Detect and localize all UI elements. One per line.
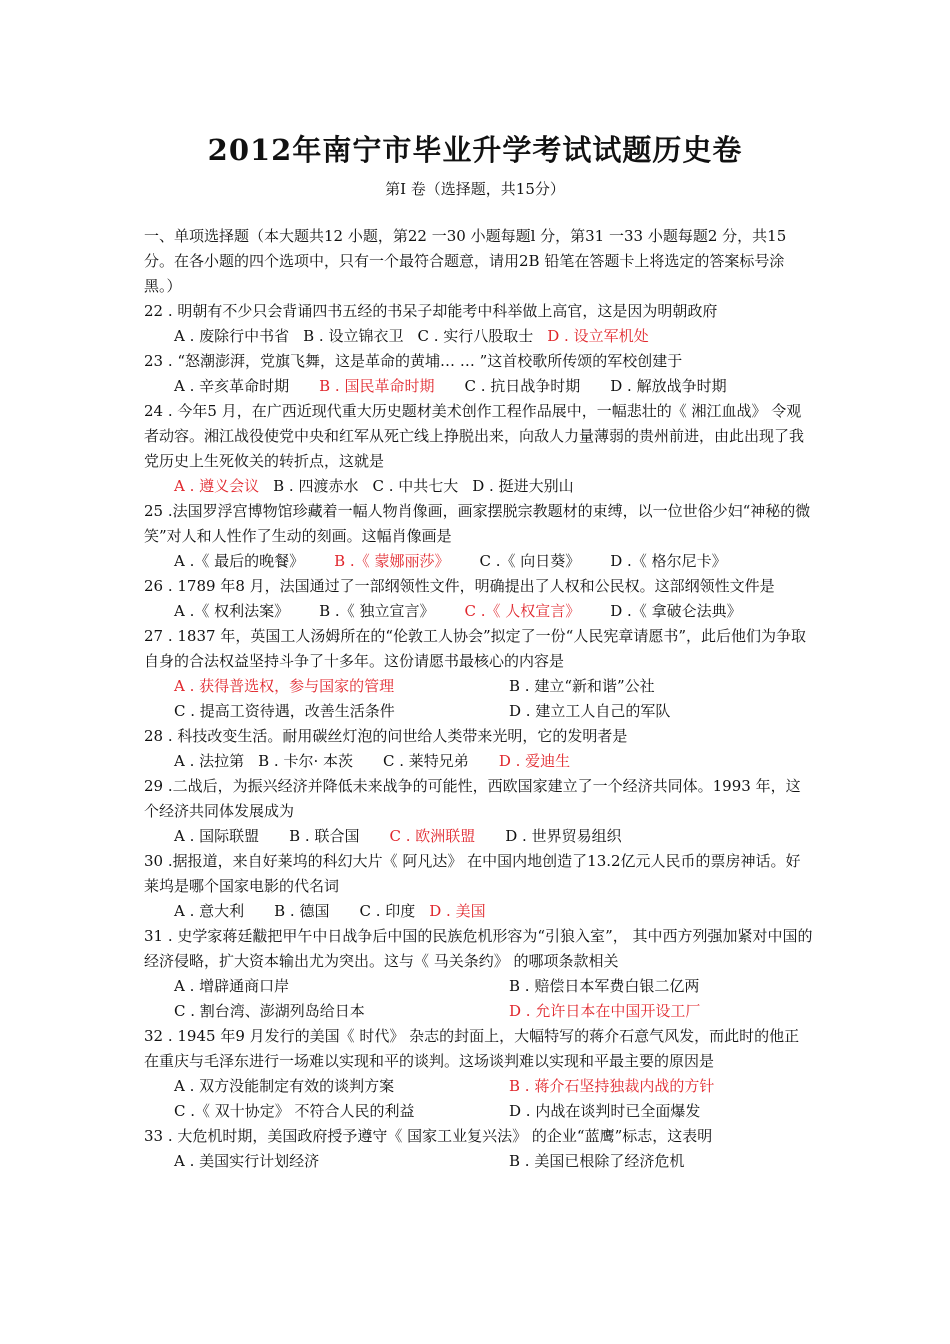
q32-option-d: D . 内战在谈判时已全面爆发 [509, 1102, 701, 1120]
q28-option-c: C . 莱特兄弟 [383, 752, 469, 770]
q27-option-a-answer: A . 获得普选权，参与国家的管理 [174, 677, 395, 695]
question-24-stem: 24 . 今年5 月，在广西近现代重大历史题材美术创作工程作品展中，一幅悲壮的《 湘江血战》 令观者动容。湘江战役使党中央和红军从死亡线上挣脱出来，向敌人力量薄弱的贵州前进，由此出现了我党历史上生死攸关的转折点，这就是 [144, 402, 805, 470]
q27-option-d: D . 建立工人自己的军队 [509, 702, 671, 720]
q25-option-b-answer: B .《 蒙娜丽莎》 [334, 552, 450, 570]
q28-option-b: B . 卡尔· 本茨 [258, 752, 354, 770]
question-31-options-row2 [144, 999, 814, 1024]
q25-option-d: D .《 格尔尼卡》 [610, 552, 727, 570]
question-29-options [144, 824, 814, 849]
question-27-options-row1 [144, 674, 814, 699]
q22-option-a: A . 废除行中书省 [174, 327, 290, 345]
q28-option-d-answer: D . 爱迪生 [498, 752, 571, 770]
question-22-stem: 22 . 明朝有不少只会背诵四书五经的书呆子却能考中科举做上高官，这是因为明朝政府 [144, 302, 718, 320]
question-28-options [144, 749, 814, 774]
q24-option-b: B . 四渡赤水 [273, 477, 359, 495]
question-32-options-row1 [144, 1074, 814, 1099]
q23-option-c: C . 抗日战争时期 [464, 377, 581, 395]
question-27-stem: 27 . 1837 年，英国工人汤姆所在的“伦敦工人协会”拟定了一份“人民宪章请愿书”，此后他们为争取自身的合法权益坚持斗争了十多年。这份请愿书最核心的内容是 [144, 627, 807, 670]
q24-option-d: D . 挺进大别山 [472, 477, 574, 495]
q23-option-b-answer: B . 国民革命时期 [319, 377, 435, 395]
question-23-options [144, 374, 814, 399]
question-31-options-row1 [144, 974, 814, 999]
question-33-stem: 33 . 大危机时期，美国政府授予遵守《 国家工业复兴法》 的企业“蓝鹰”标志，这表明 [144, 1127, 713, 1145]
q26-option-c-answer: C .《 人权宣言》 [464, 602, 581, 620]
q33-option-b: B . 美国已根除了经济危机 [509, 1152, 685, 1170]
question-32-options-row2 [144, 1099, 814, 1124]
q29-option-a: A . 国际联盟 [174, 827, 260, 845]
q29-option-d: D . 世界贸易组织 [505, 827, 622, 845]
q28-option-a: A . 法拉第 [174, 752, 245, 770]
q31-option-c: C . 割台湾、澎湖列岛给日本 [174, 1002, 365, 1020]
q22-option-d-answer: D . 设立军机处 [547, 327, 649, 345]
q30-option-c: C . 印度 [359, 902, 416, 920]
question-28-stem: 28 . 科技改变生活。耐用碳丝灯泡的问世给人类带来光明，它的发明者是 [144, 727, 628, 745]
q26-option-d: D .《 拿破仑法典》 [610, 602, 742, 620]
q31-option-b: B . 赔偿日本军费白银二亿两 [509, 977, 700, 995]
q24-option-a-answer: A . 遵义会议 [174, 477, 260, 495]
q22-option-c: C . 实行八股取士 [417, 327, 534, 345]
q23-option-d: D . 解放战争时期 [610, 377, 727, 395]
q27-option-b: B . 建立“新和谐”公社 [509, 677, 655, 695]
q29-option-c-answer: C . 欧洲联盟 [389, 827, 476, 845]
q32-option-b-answer: B . 蒋介石坚持独裁内战的方针 [509, 1077, 715, 1095]
question-31-stem: 31 . 史学家蒋廷黻把甲午中日战争后中国的民族危机形容为“引狼入室”， 其中西方列强加紧对中国的经济侵略，扩大资本输出尤为突出。这与《 马关条约》 的哪项条款相关 [144, 927, 813, 970]
q22-option-b: B . 设立锦衣卫 [303, 327, 404, 345]
page-title: 2012年南宁市毕业升学考试试题历史卷 [207, 133, 743, 167]
q29-option-b: B . 联合国 [289, 827, 360, 845]
q31-option-a: A . 增辟通商口岸 [174, 977, 290, 995]
question-25-stem: 25 .法国罗浮宫博物馆珍藏着一幅人物肖像画，画家摆脱宗教题材的束缚，以一位世俗少妇“神秘的微笑”对人和人性作了生动的刻画。这幅肖像画是 [144, 502, 811, 545]
q23-option-a: A . 辛亥革命时期 [174, 377, 290, 395]
page-subtitle: 第Ⅰ 卷（选择题，共15分） [385, 180, 565, 198]
question-26-options [144, 599, 814, 624]
q30-option-d-answer: D . 美国 [429, 902, 486, 920]
q25-option-c: C .《 向日葵》 [479, 552, 581, 570]
question-30-stem: 30 .据报道，来自好莱坞的科幻大片《 阿凡达》 在中国内地创造了13.2亿元人民币的票房神话。好莱坞是哪个国家电影的代名词 [144, 852, 801, 895]
question-27-options-row2 [144, 699, 814, 724]
q32-option-a: A . 双方没能制定有效的谈判方案 [174, 1077, 395, 1095]
q30-option-a: A . 意大利 [174, 902, 245, 920]
question-23-stem: 23 . “怒潮澎湃，党旗飞舞，这是革命的黄埔… … ”这首校歌所传颂的军校创建于 [144, 352, 683, 370]
question-33-options-row1 [144, 1149, 814, 1174]
question-25-options [144, 549, 814, 574]
question-32-stem: 32 . 1945 年9 月发行的美国《 时代》 杂志的封面上，大幅特写的蒋介石意气风发，而此时的他正在重庆与毛泽东进行一场难以实现和平的谈判。这场谈判难以实现和平最主要的原因是 [144, 1027, 800, 1070]
q30-option-b: B . 德国 [274, 902, 330, 920]
question-22-options [144, 324, 814, 349]
question-24-options [144, 474, 814, 499]
q33-option-a: A . 美国实行计划经济 [174, 1152, 320, 1170]
q31-option-d-answer: D . 允许日本在中国开设工厂 [509, 1002, 701, 1020]
q24-option-c: C . 中共七大 [372, 477, 459, 495]
q26-option-b: B .《 独立宣言》 [319, 602, 435, 620]
instructions: 一、单项选择题（本大题共12 小题，第22 一30 小题每题l 分，第31 一33 小题每题2 分，共15分。在各小题的四个选项中，只有一个最符合题意，请用2B 铅笔在答题卡上将选定的答案标号涂黑。） [144, 227, 787, 295]
q26-option-a: A .《 权利法案》 [174, 602, 290, 620]
question-body [144, 224, 814, 1174]
q27-option-c: C . 提高工资待遇，改善生活条件 [174, 702, 395, 720]
question-26-stem: 26 . 1789 年8 月，法国通过了一部纲领性文件，明确提出了人权和公民权。这部纲领性文件是 [144, 577, 775, 595]
question-30-options [144, 899, 814, 924]
q25-option-a: A .《 最后的晚餐》 [174, 552, 305, 570]
question-29-stem: 29 .二战后，为振兴经济并降低未来战争的可能性，西欧国家建立了一个经济共同体。1993 年，这个经济共同体发展成为 [144, 777, 801, 820]
q32-option-c: C .《 双十协定》 不符合人民的利益 [174, 1102, 415, 1120]
